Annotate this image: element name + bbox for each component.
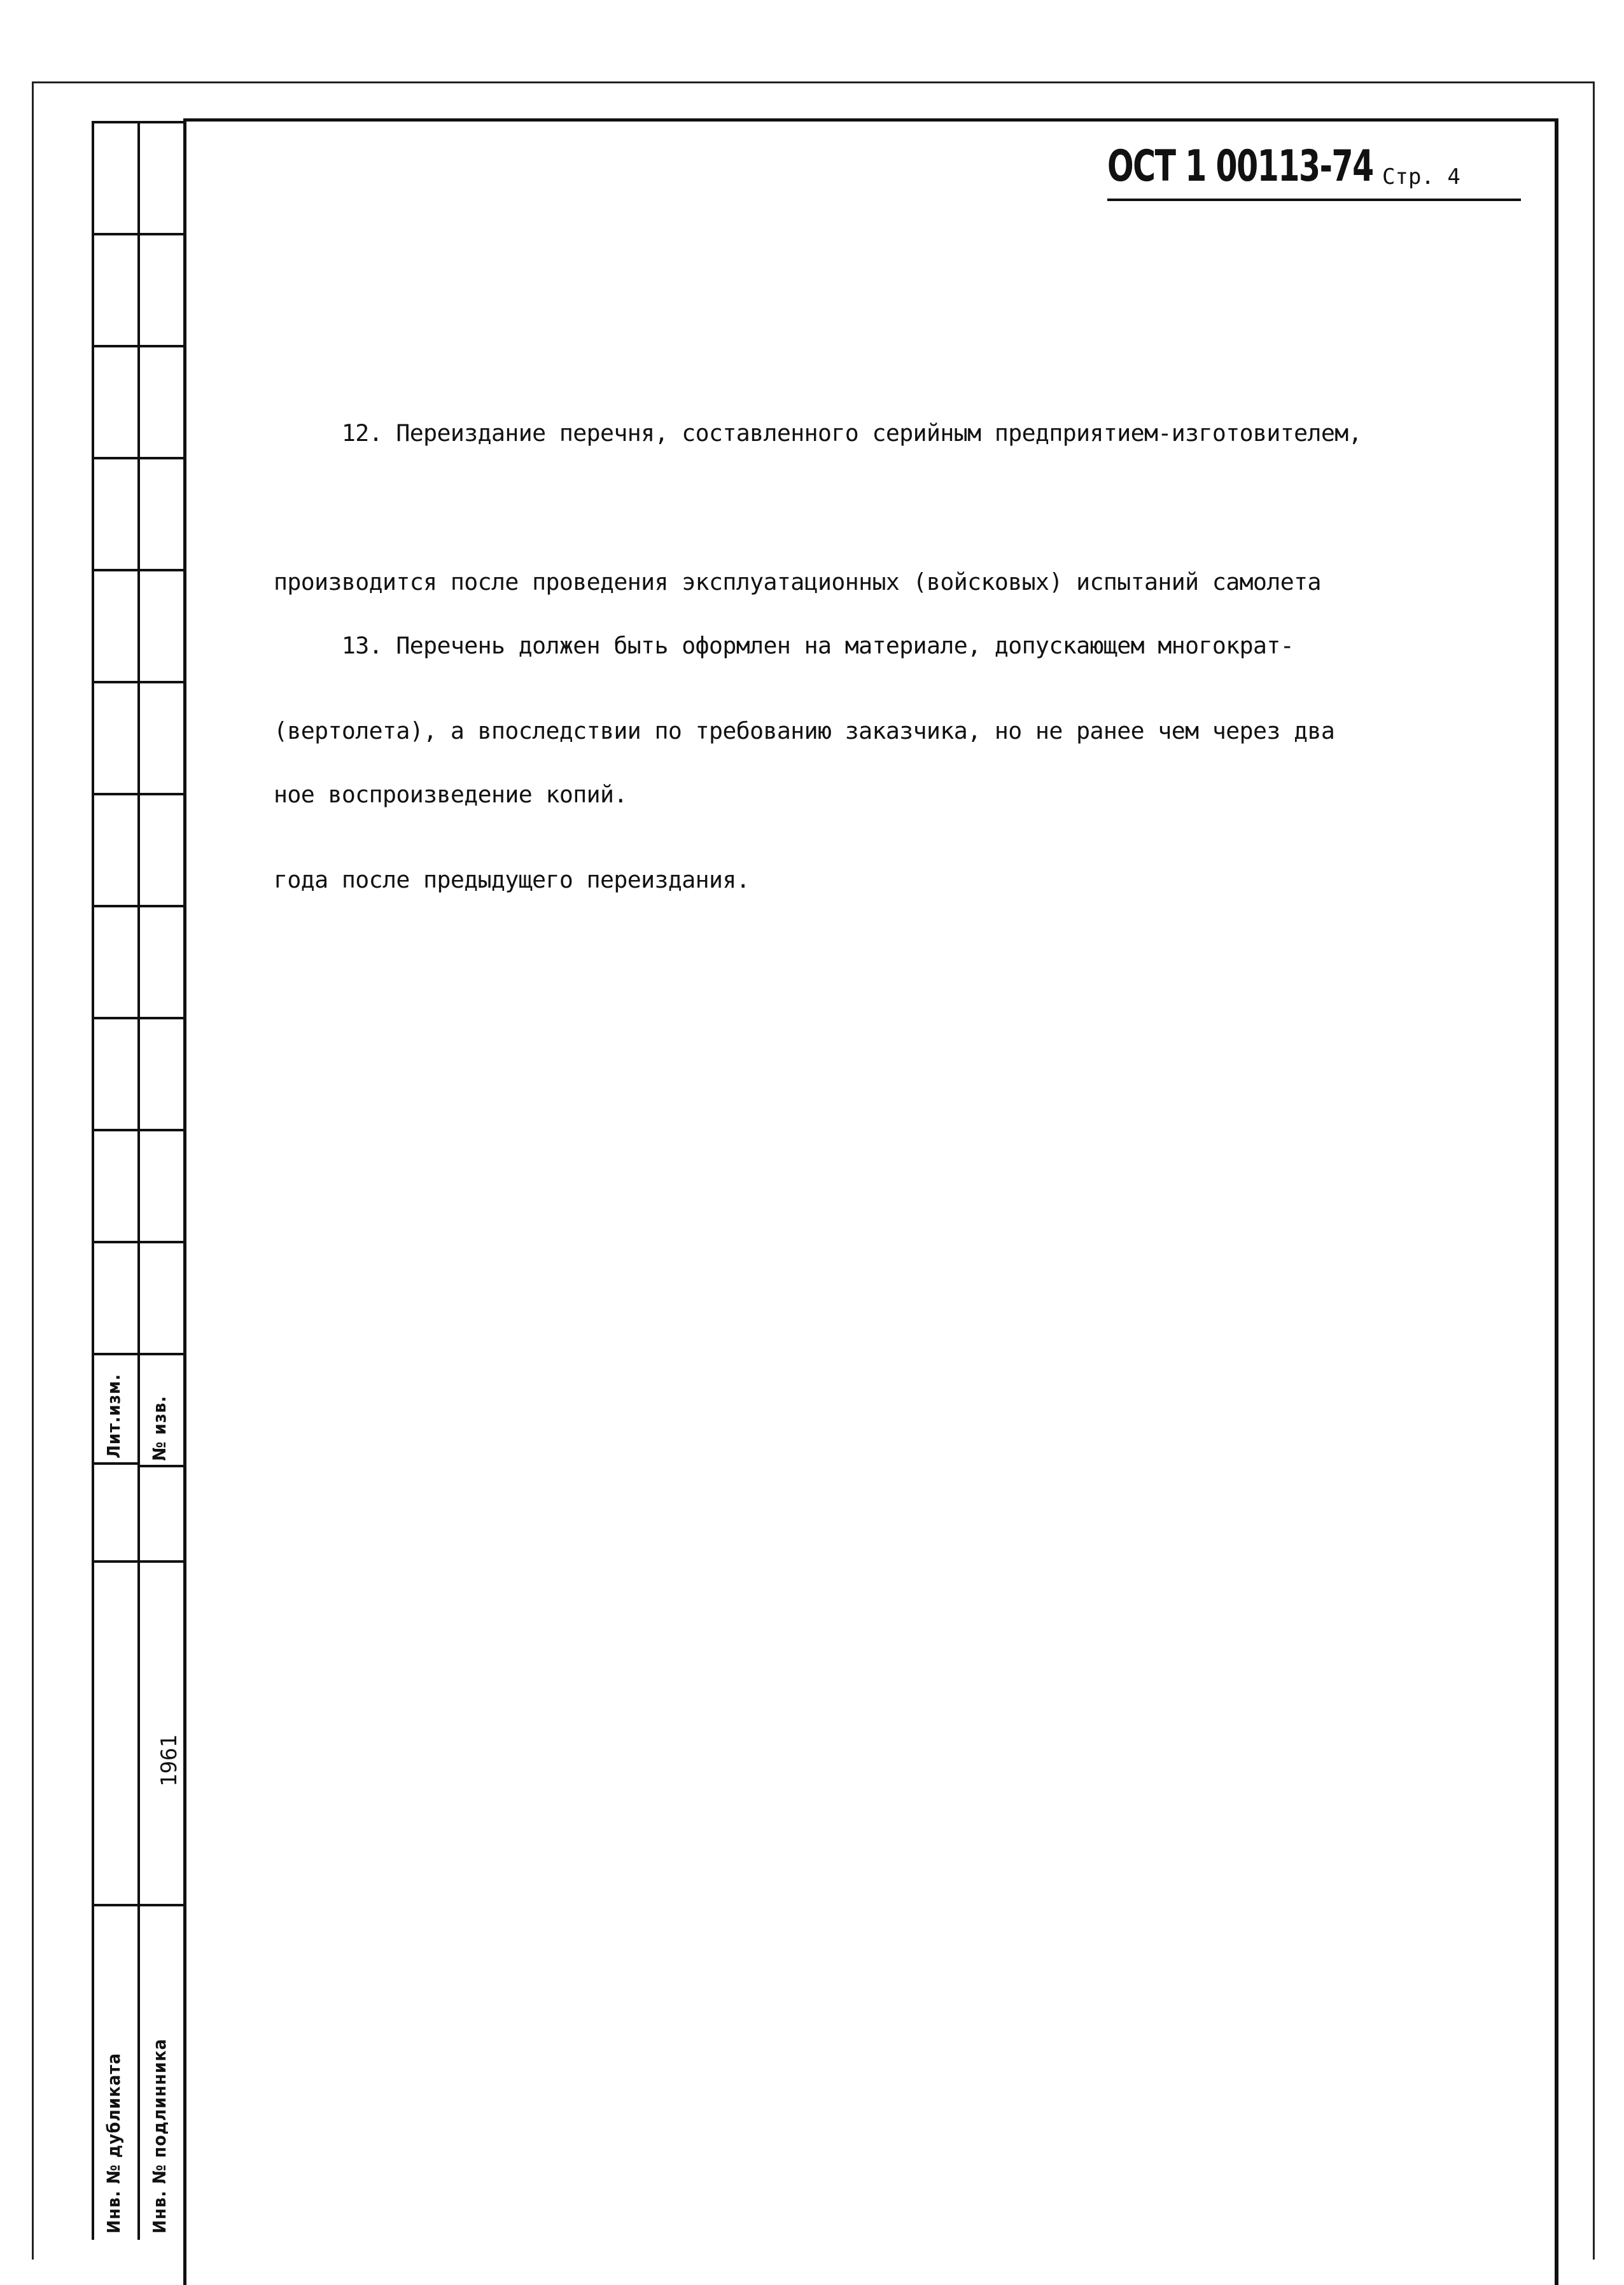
margin-hline — [92, 345, 186, 347]
margin-hline — [92, 1129, 186, 1131]
margin-hline — [92, 569, 186, 571]
margin-hline — [92, 1904, 186, 1906]
document-header — [1107, 141, 1521, 201]
margin-col-line-1 — [92, 121, 94, 2240]
text-line: 12. Переиздание перечня, составленного серийным предприятием-изготовителем, — [274, 419, 1362, 447]
page-number: Стр. 4 — [1382, 164, 1460, 190]
lit-izm-label: Лит.изм. — [103, 1373, 124, 1458]
text-line: ное воспроизведение копий. — [274, 781, 627, 808]
margin-hline — [92, 1353, 186, 1355]
margin-hline — [92, 1560, 186, 1563]
margin-hline — [92, 681, 186, 683]
text-line: производится после проведения эксплуатационных (войсковых) испытаний самолета — [274, 568, 1321, 596]
margin-hline — [92, 457, 186, 459]
document-code: ОСТ 1 00113-74 — [1107, 141, 1373, 192]
text-line: (вертолета), а впоследствии по требованию заказчика, но не ранее чем через два — [274, 717, 1335, 744]
margin-hline — [137, 1465, 186, 1467]
text-line: 13. Перечень должен быть оформлен на материале, допускающем многократ- — [274, 632, 1294, 659]
margin-hline — [92, 121, 186, 123]
margin-hline — [92, 1462, 137, 1465]
inv-podlinnika-label: Инв. № подлинника — [149, 2038, 170, 2233]
text-line: года после предыдущего переиздания. — [274, 866, 750, 893]
margin-hline — [92, 1017, 186, 1019]
paragraph-13 — [274, 522, 1515, 869]
margin-hline — [92, 793, 186, 795]
margin-hline — [92, 233, 186, 235]
inv-dublikata-label: Инв. № дубликата — [103, 2053, 124, 2233]
original-number: 1961 — [157, 1735, 182, 1787]
margin-col-line-2 — [137, 121, 140, 2240]
margin-hline — [92, 905, 186, 907]
no-izv-label: № изв. — [149, 1395, 170, 1461]
margin-hline — [92, 1241, 186, 1243]
